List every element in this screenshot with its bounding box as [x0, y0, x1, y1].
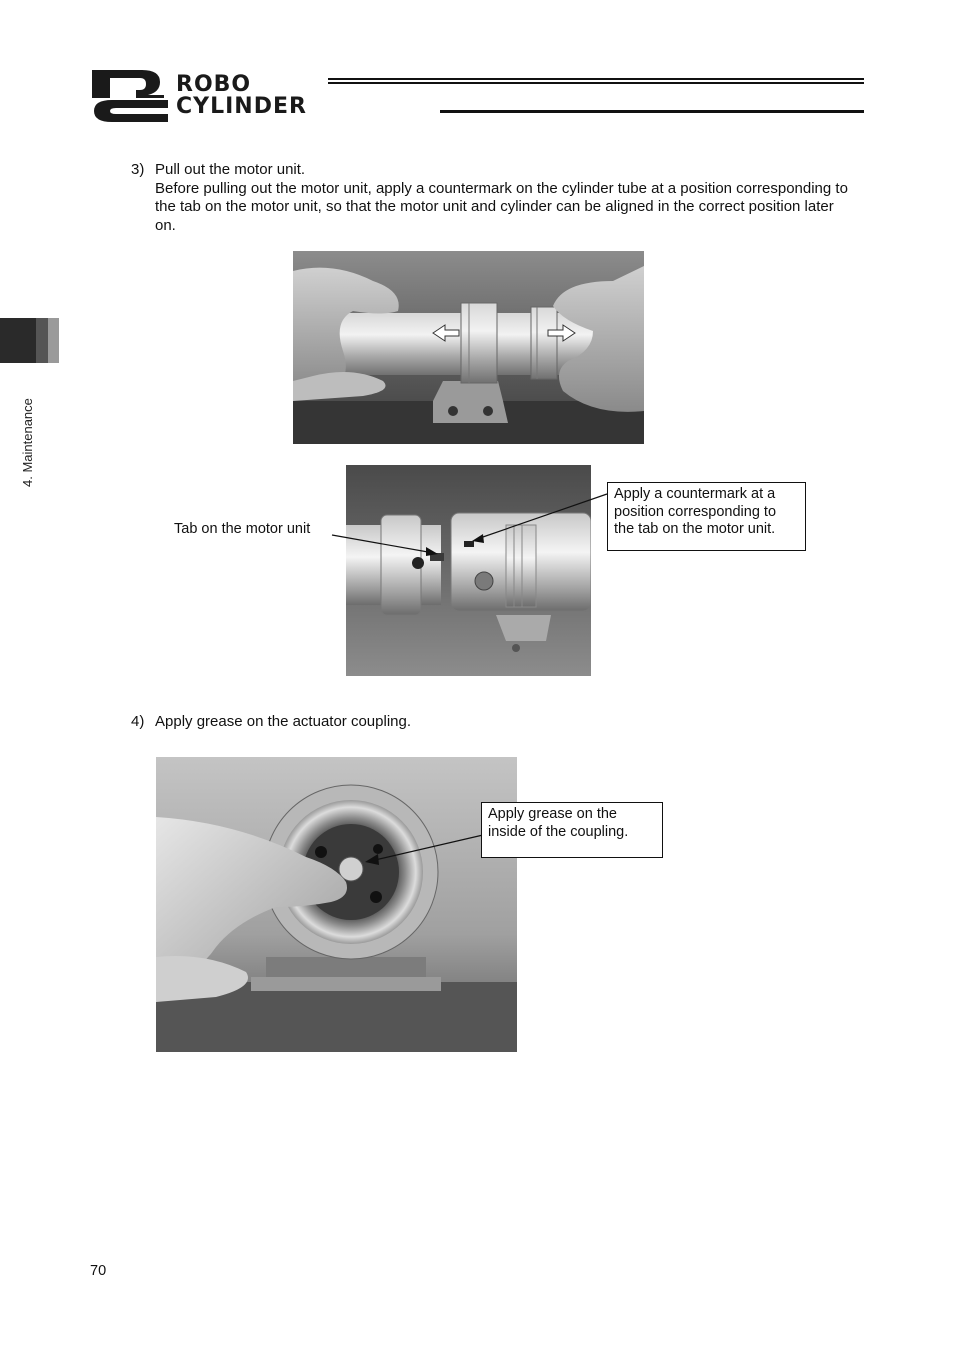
step-4 [131, 713, 861, 735]
chapter-tab-dark [0, 318, 36, 363]
step-3-title: Pull out the motor unit. [155, 161, 306, 178]
photo-pull-motor-unit [293, 251, 644, 444]
countermark-callout [607, 482, 806, 551]
header-rule-thin-2 [328, 82, 864, 84]
grease-callout-text: Apply grease on the inside of the coupling. [488, 806, 629, 840]
header-rule-thick [440, 110, 864, 113]
photo-grease-coupling [156, 757, 517, 1052]
logo-cylinder-text: CYLINDER [176, 94, 307, 119]
step-4-title: Apply grease on the actuator coupling. [155, 713, 412, 730]
tab-label: Tab on the motor unit [174, 521, 311, 537]
grease-callout [481, 802, 663, 858]
step-3 [131, 161, 861, 241]
page-number: 70 [90, 1263, 107, 1279]
arrowhead-countermark-icon [472, 534, 484, 543]
header-rule-thin-1 [328, 78, 864, 80]
arrowhead-grease-icon [365, 854, 379, 865]
leader-line-photo3 [355, 820, 495, 880]
chapter-tab-mid [36, 318, 48, 363]
arrowhead-tab-icon [426, 547, 438, 556]
countermark-callout-text: Apply a countermark at a position corresponding to the tab on the motor unit. [614, 486, 777, 537]
leader-lines-photo2 [320, 480, 620, 580]
chapter-label: 4. Maintenance [20, 398, 35, 487]
step-4-number: 4) [131, 713, 145, 730]
step-3-text: Before pulling out the motor unit, apply a countermark on the cylinder tube at a position corresponding to the tab on the motor unit, so that the motor unit and cylinder can be aligned in the correct position later on. [155, 179, 848, 234]
logo-robo-text: ROBO [176, 72, 252, 97]
step-3-number: 3) [131, 161, 145, 178]
chapter-tab-light [48, 318, 59, 363]
rc-logo-mark [90, 68, 170, 124]
